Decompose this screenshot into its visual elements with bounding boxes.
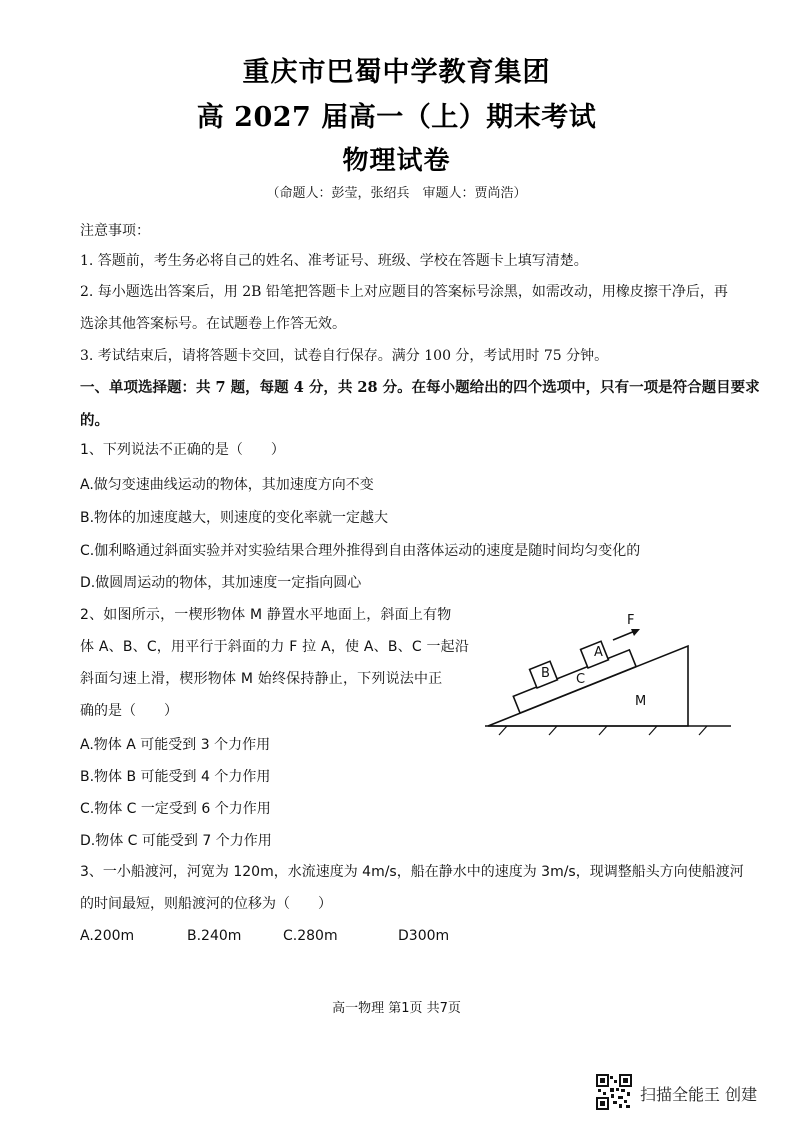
section-heading: 一、单项选择题：共 7 题，每题 4 分，共 28 分。在每小题给出的四个选项中，只有一项是符合题目要求 [80,379,760,396]
exam-title: 高 2027 届高一（上）期末考试 [196,102,597,133]
subject-title: 物理试卷 [342,146,451,176]
page-footer: 高一物理 第1页 共7页 [332,1001,461,1016]
q1-option-d: D.做圆周运动的物体，其加速度一定指向圆心 [80,575,362,591]
ground-hatching [499,726,707,735]
q2-stem-line2: 体 A、B、C，用平行于斜面的力 F 拉 A，使 A、B、C 一起沿 [80,639,470,655]
q1-stem: 1、下列说法不正确的是（ ） [80,442,285,458]
q3-option-a: A.200m [80,928,135,944]
q2-stem-line3: 斜面匀速上滑，楔形物体 M 始终保持静止，下列说法中正 [80,671,443,687]
scanner-watermark [596,1074,786,1114]
q3-stem-line2: 的时间最短，则船渡河的位移为（ ） [80,896,332,912]
wedge-figure [485,610,735,740]
note-item-1: 1. 答题前，考生务必将自己的姓名、准考证号、班级、学校在答题卡上填写清楚。 [80,253,588,269]
q1-option-a: A.做匀变速曲线运动的物体，其加速度方向不变 [80,477,374,493]
q3-option-c: C.280m [283,928,338,944]
qr-code-icon [596,1074,632,1110]
note-item-3: 3. 考试结束后，请将答题卡交回，试卷自行保存。满分 100 分，考试用时 75 分钟。 [80,348,609,364]
q2-option-d: D.物体 C 可能受到 7 个力作用 [80,833,272,849]
q2-option-b: B.物体 B 可能受到 4 个力作用 [80,769,271,785]
q2-option-c: C.物体 C 一定受到 6 个力作用 [80,801,271,817]
note-item-2-cont: 选涂其他答案标号。在试题卷上作答无效。 [80,316,346,332]
q2-stem-line1: 2、如图所示，一楔形物体 M 静置水平地面上，斜面上有物 [80,607,452,623]
q1-option-b: B.物体的加速度越大，则速度的变化率就一定越大 [80,510,389,526]
scanner-label: 扫描全能王 创建 [640,1085,758,1104]
label-b: B [541,666,550,681]
q3-stem-line1: 3、一小船渡河，河宽为 120m，水流速度为 4m/s，船在静水中的速度为 3m/s，现调整船头方向使船渡河 [80,864,744,880]
label-c: C [576,672,586,687]
q2-stem-line4: 确的是（ ） [80,703,178,719]
authors-line: （命题人：彭莹，张绍兵 审题人：贾尚浩） [266,186,527,201]
school-title: 重庆市巴蜀中学教育集团 [242,57,551,88]
q1-option-c: C.伽利略通过斜面实验并对实验结果合理外推得到自由落体运动的速度是随时间均匀变化的 [80,543,641,559]
note-item-2: 2. 每小题选出答案后，用 2B 铅笔把答题卡上对应题目的答案标号涂黑，如需改动，用橡皮擦干净后，再 [80,284,728,300]
q3-option-b: B.240m [187,928,242,944]
section-heading-cont: 的。 [80,412,109,429]
q2-option-a: A.物体 A 可能受到 3 个力作用 [80,737,271,753]
notes-heading: 注意事项： [80,223,150,239]
label-f: F [627,613,635,628]
force-arrow [613,631,635,640]
q3-option-d: D300m [398,928,450,944]
label-a: A [594,645,603,660]
label-m: M [635,694,647,709]
q3-options [80,928,480,948]
block-c [513,650,636,713]
